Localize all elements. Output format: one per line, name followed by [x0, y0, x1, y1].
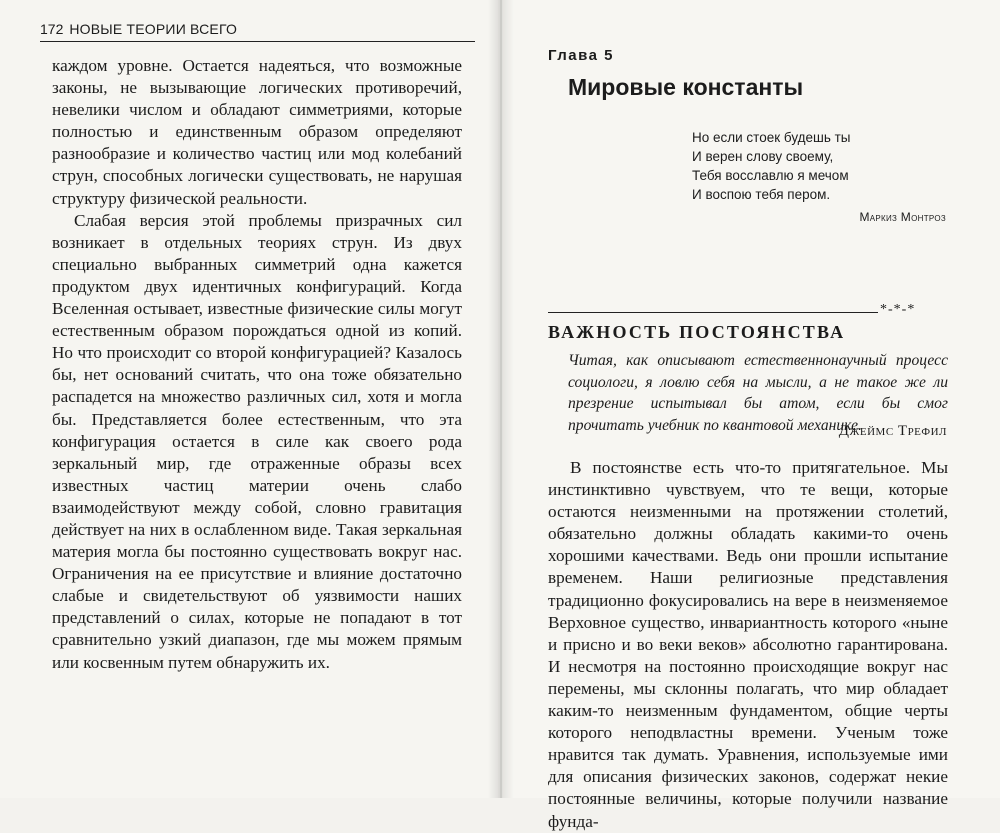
- page-number: 172: [40, 21, 64, 37]
- ornament-icon: *-*-*: [880, 302, 916, 317]
- verse-line: Но если стоек будешь ты: [692, 130, 851, 145]
- section-divider: [548, 312, 878, 313]
- section-title: ВАЖНОСТЬ ПОСТОЯНСТВА: [548, 322, 846, 342]
- running-head: [40, 18, 475, 42]
- verse-line: Тебя восславлю я мечом: [692, 168, 849, 183]
- chapter-title: Мировые константы: [568, 74, 804, 100]
- book-gutter: [488, 0, 514, 798]
- quote-author: Джеймс Трефил: [838, 423, 947, 439]
- left-page: [0, 0, 498, 798]
- paragraph: В постоянстве есть что-то притягательное. Мы инстинктивно чувствуем, что те вещи, которые остаются неизменными на протяжении столетий, обязательно должны обладать какими-то очень хорошими качествами. Ведь они прошли испытание временем. Наши религиозные представления традиционно фокусировались на вере в неизменяемое Верховное существо, инвариантность которого «ныне и присно и во веки веков» абсолютно гарантирована. И несмотря на постоянно происходящие вокруг нас перемены, мы склонны полагать, что мир обладает каким-то неизменным фундаментом, общие черты которого неподвластны времени. Ученым тоже нравится так думать. Уравнения, используемые ими для описания физических законов, содержат некие постоянные величины, которые получили название фунда-: [548, 458, 948, 831]
- verse-line: И воспою тебя пером.: [692, 187, 831, 202]
- right-page-text: [548, 457, 948, 833]
- epigraph-quote: Читая, как описывают естественнонаучный процесс социологи, я ловлю себя на мысли, а не такое же ли презрение испытывал бы атом, если бы смог прочитать учебник по квантовой механике.: [568, 352, 948, 434]
- running-title: НОВЫЕ ТЕОРИИ ВСЕГО: [69, 21, 238, 37]
- epigraph-verse: [692, 128, 952, 204]
- paragraph: каждом уровне. Остается надеяться, что возможные законы, не вызывающие логических противоречий, невелики числом и обладают симметриями, которые полностью и единственным образом определяют разнообразие и количество частиц или мод колебаний струн, способных логически существовать, не нарушая структуру физической реальности.: [52, 56, 462, 208]
- left-page-text: [52, 55, 462, 674]
- paragraph: Слабая версия этой проблемы призрачных сил возникает в отдельных теориях струн. Из двух специально выбранных симметрий одна кажется продуктом двух идентичных конфигураций. Когда Вселенная остывает, известные физические силы могут естественным образом порождаться одной из копий. Но что происходит со второй конфигурацией? Казалось бы, нет оснований считать, что она тоже обязательно распадется на множество различных сил, хотя и могла бы. Представляется более естественным, что эта конфигурация остается в силе как своего рода зеркальный мир, где отраженные образы всех известных частиц материи очень слабо взаимодействуют между собой, словно гравитация действует на них в ослабленном виде. Такая зеркальная материя могла бы постоянно существовать вокруг нас. Ограничения на ее присутствие и влияние достаточно слабые и свидетельствуют об уязвимости наших представлений о силах, которые не попадают в тот сравнительно узкий диапазон, где мы можем прямым или косвенным путем обнаружить их.: [52, 210, 462, 672]
- verse-author: Маркиз Монтроз: [859, 210, 946, 224]
- verse-line: И верен слову своему,: [692, 149, 834, 164]
- chapter-label: Глава 5: [548, 47, 615, 64]
